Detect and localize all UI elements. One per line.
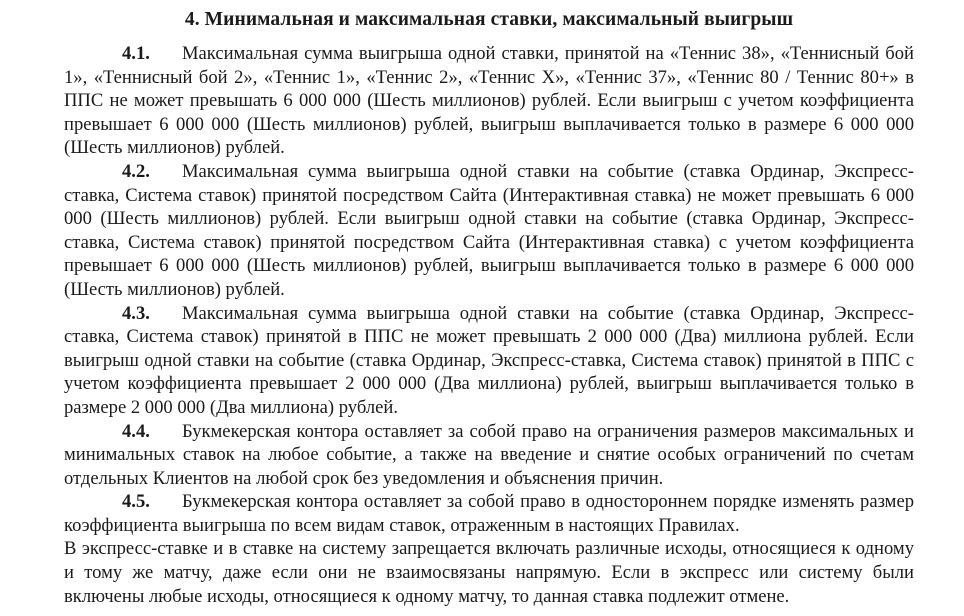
clause-text: Максимальная сумма выигрыша одной ставки на событие (ставка Ординар, Экспресс-ставка, Система ставок) принятой посредством Сайта (Интерактивная ставка) не может превышать 6 000 000 (Шесть миллионов) рублей. Если выигрыш одной ставки на событие (ставка Ординар, Экспресс-ставка, Система ставок) принятой посредством Сайта (Интерактивная ставка) с учетом коэффициента превышает 6 000 000 (Шесть миллионов) рублей, выигрыш выплачивается только в размере 6 000 000 (Шесть миллионов) рублей. xyxy=(64,160,914,300)
clause-number: 4.1. xyxy=(122,43,150,64)
clause-text: Букмекерская контора оставляет за собой право на ограничения размеров максимальных и минимальных ставок на любое событие, а также на введение и снятие особых ограничений по счетам отдельных Клиентов на любой срок без уведомления и объяснения причин. xyxy=(64,420,914,489)
clause-4-5 xyxy=(64,490,914,537)
closing-paragraph: В экспресс-ставке и в ставке на систему запрещается включать различные исходы, относящиеся к одному и тому же матчу, даже если они не взаимосвязаны напрямую. Если в экспресс или систему были включены любые исходы, относящиеся к одному матчу, то данная ставка подлежит отмене. xyxy=(64,538,914,607)
clause-number: 4.5. xyxy=(122,491,150,513)
clause-number: 4.4. xyxy=(122,420,150,442)
clause-4-1 xyxy=(64,42,914,160)
section-heading: 4. Минимальная и максимальная ставки, максимальный выигрыш xyxy=(184,9,794,30)
clause-number: 4.3. xyxy=(122,302,150,324)
clause-text: Максимальная сумма выигрыша одной ставки на событие (ставка Ординар, Экспресс-ставка, Система ставок) принятой в ППС не может превышать 2 000 000 (Два) миллиона рублей. Если выигрыш одной ставки на событие (ставка Ординар, Экспресс-ставка, Система ставок) принятой в ППС с учетом коэффициента превышает 2 000 000 (Два миллиона) рублей, выигрыш выплачивается только в размере 2 000 000 (Два миллиона) рублей. xyxy=(64,302,914,418)
clause-4-4 xyxy=(64,420,914,491)
clause-4-2 xyxy=(64,160,914,302)
clause-text: Букмекерская контора оставляет за собой право в одностороннем порядке изменять размер коэффициента выигрыша по всем видам ставок, отраженным в настоящих Правилах. xyxy=(64,491,914,536)
clause-text: Максимальная сумма выигрыша одной ставки, принятой на «Теннис 38», «Теннисный бой 1», «Теннисный бой 2», «Теннис 1», «Теннис 2», «Теннис X», «Теннис 37», «Теннис 80 / Теннис 80+» в ППС не может превышать 6 000 000 (Шесть миллионов) рублей. Если выигрыш с учетом коэффициента превышает 6 000 000 (Шесть миллионов) рублей, выигрыш выплачивается только в размере 6 000 000 (Шесть миллионов) рублей. xyxy=(64,43,914,159)
clause-4-3 xyxy=(64,302,914,420)
clause-number: 4.2. xyxy=(122,160,150,182)
